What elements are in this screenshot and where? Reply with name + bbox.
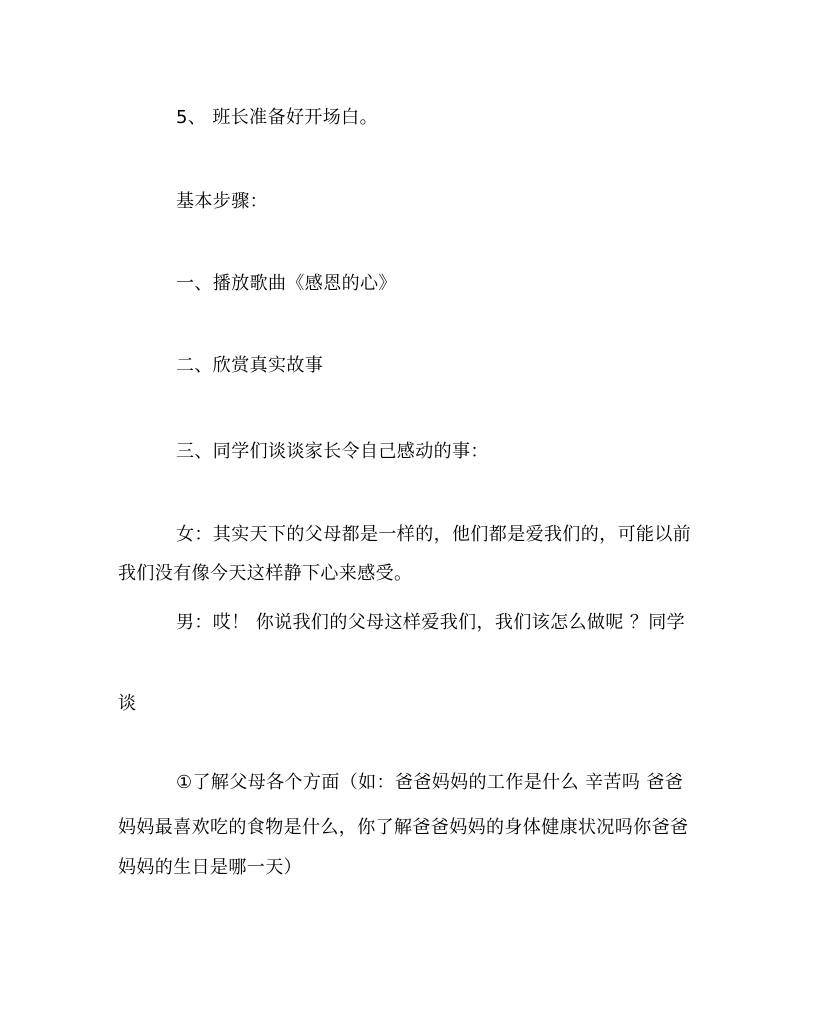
item-1-line-2: 妈妈最喜欢吃的食物是什么，你了解爸爸妈妈的身体健康状况吗你爸爸 [118,817,689,838]
steps-heading: 基本步骤： [176,191,268,212]
prep-item-5: 5、 班长准备好开场白。 [176,107,378,128]
item-1-line-1: ①了解父母各个方面（如：爸爸妈妈的工作是什么 辛苦吗 爸爸 [176,772,684,793]
female-dialogue-line-2: 我们没有像今天这样静下心来感受。 [118,563,413,584]
step-3: 三、同学们谈谈家长令自己感动的事： [176,441,489,462]
male-dialogue-line-1: 男：哎！ 你说我们的父母这样爱我们，我们该怎么做呢 ？同学 [176,612,686,633]
female-dialogue-line-1: 女：其实天下的父母都是一样的，他们都是爱我们的，可能以前 [176,524,692,545]
male-dialogue-line-2: 谈 [118,693,137,714]
item-1-line-3: 妈妈的生日是哪一天） [118,857,302,878]
step-1: 一、播放歌曲《感恩的心》 [176,273,397,294]
step-2: 二、欣赏真实故事 [176,355,324,376]
